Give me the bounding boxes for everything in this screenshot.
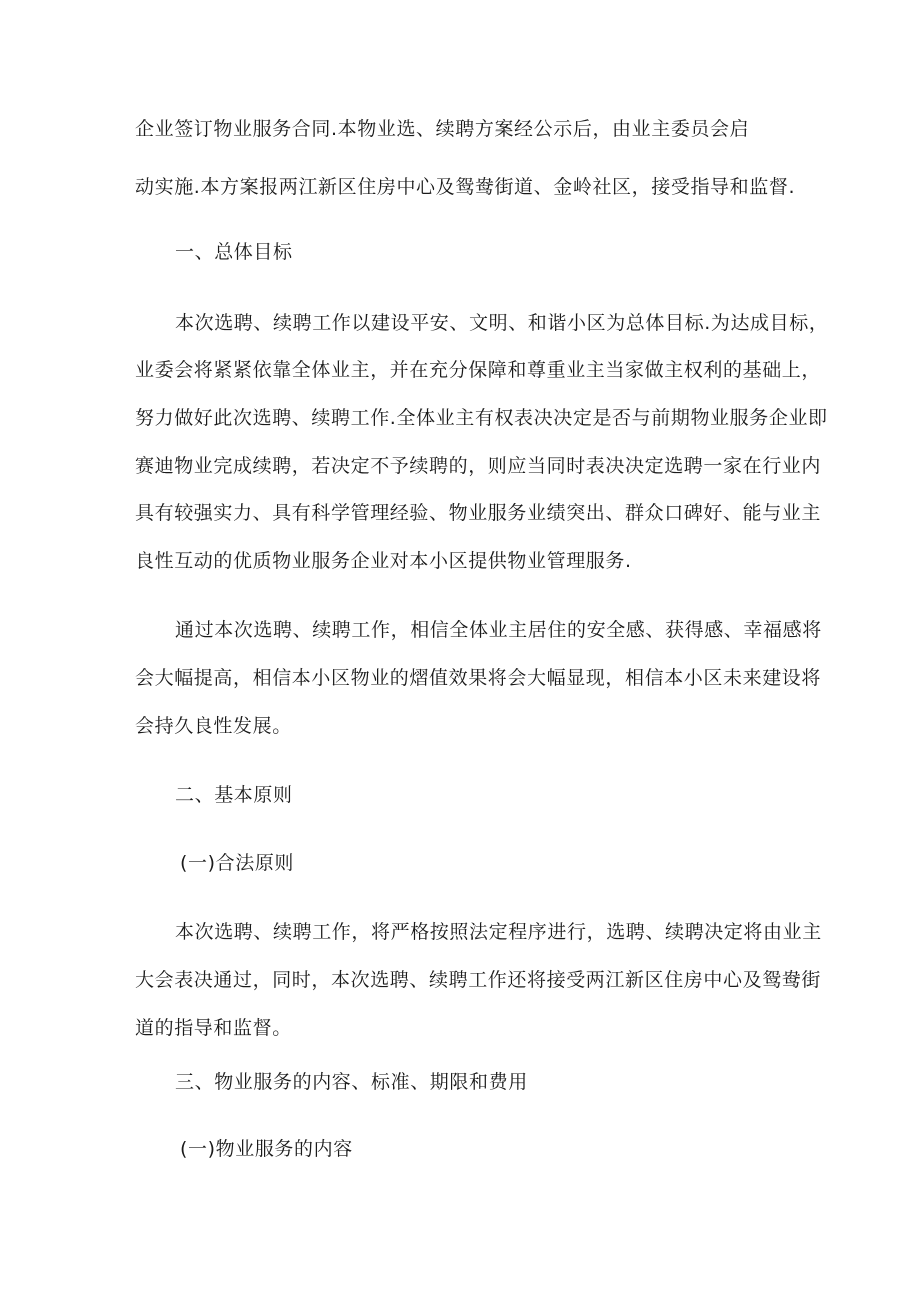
paragraph-line: 良性互动的优质物业服务企业对本小区提供物业管理服务. bbox=[135, 550, 632, 572]
paragraph-line: 会大幅提高，相信本小区物业的熠值效果将会大幅显现，相信本小区未来建设将 bbox=[135, 667, 822, 689]
section-heading: 一、总体目标 bbox=[175, 241, 293, 263]
paragraph-line: 本次选聘、续聘工作以建设平安、文明、和谐小区为总体目标.为达成目标， bbox=[175, 312, 829, 334]
paragraph-line: 动实施.本方案报两江新区住房中心及鸳鸯街道、金岭社区，接受指导和监督. bbox=[135, 176, 796, 198]
paragraph-line: 企业签订物业服务合同.本物业选、续聘方案经公示后，由业主委员会启 bbox=[135, 118, 750, 140]
paragraph-line: 道的指导和监督。 bbox=[135, 1017, 292, 1039]
paragraph-line: 具有较强实力、具有科学管理经验、物业服务业绩突出、群众口碑好、能与业主 bbox=[135, 502, 822, 524]
paragraph-line: 会持久良性发展。 bbox=[135, 715, 292, 737]
paragraph-line: 努力做好此次选聘、续聘工作.全体业主有权表决决定是否与前期物业服务企业即 bbox=[135, 407, 828, 429]
paragraph-line: 业委会将紧紧依靠全体业主，并在充分保障和尊重业主当家做主权利的基础上， bbox=[135, 359, 822, 381]
paragraph-line: 大会表决通过，同时，本次选聘、续聘工作还将接受两江新区住房中心及鸳鸯街 bbox=[135, 969, 822, 991]
section-heading: 三、物业服务的内容、标准、期限和费用 bbox=[175, 1071, 528, 1093]
section-heading: 二、基本原则 bbox=[175, 784, 293, 806]
subsection-heading: (一)物业服务的内容 bbox=[180, 1138, 353, 1160]
subsection-heading: (一)合法原则 bbox=[180, 852, 295, 874]
paragraph-line: 本次选聘、续聘工作，将严格按照法定程序进行，选聘、续聘决定将由业主 bbox=[175, 921, 822, 943]
paragraph-line: 赛迪物业完成续聘，若决定不予续聘的，则应当同时表决决定选聘一家在行业内 bbox=[135, 455, 822, 477]
paragraph-line: 通过本次选聘、续聘工作，相信全体业主居住的安全感、获得感、幸福感将 bbox=[175, 619, 822, 641]
